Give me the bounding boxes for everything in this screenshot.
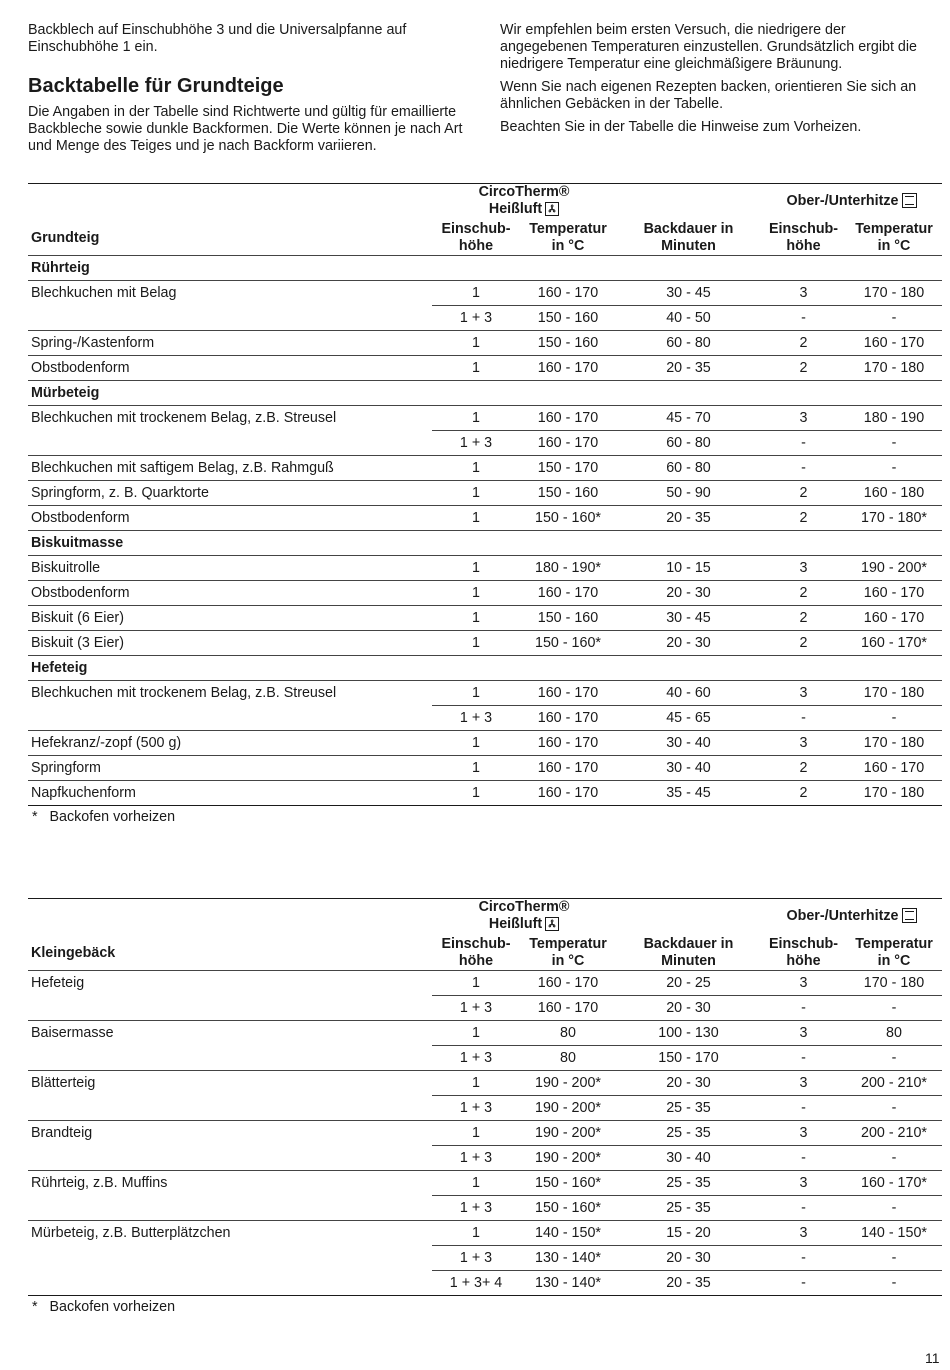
circotherm-header: CircoTherm® Heißluft [432, 184, 616, 222]
table-cell: 3 [761, 1121, 846, 1146]
table-cell: 150 - 160* [520, 506, 616, 531]
fan-icon [545, 917, 559, 936]
table-cell: 2 [761, 756, 846, 781]
group-title: Rührteig [28, 256, 942, 281]
table-cell: 200 - 210* [846, 1121, 942, 1146]
group-title: Biskuitmasse [28, 531, 942, 556]
table-cell: 160 - 170 [520, 731, 616, 756]
table-cell: 1 + 3 [432, 996, 520, 1021]
table-cell: 3 [761, 681, 846, 706]
table-cell: 3 [761, 556, 846, 581]
table-cell: 20 - 35 [616, 1271, 761, 1296]
table-row [28, 1046, 942, 1071]
row-label: Brandteig [31, 1125, 93, 1142]
table-cell: - [761, 996, 846, 1021]
table-cell: 30 - 40 [616, 1146, 761, 1171]
table-cell: 40 - 50 [616, 306, 761, 331]
table-cell: 150 - 160 [520, 606, 616, 631]
table-cell: 150 - 160 [520, 331, 616, 356]
table-cell: 1 + 3 [432, 1096, 520, 1121]
table-row [28, 456, 942, 481]
table-cell: 3 [761, 1021, 846, 1046]
table-row [28, 356, 942, 381]
table-cell: 1 [432, 331, 520, 356]
row-label: Obstbodenform [28, 506, 432, 531]
table-cell: 160 - 170 [520, 406, 616, 431]
baking-table-grundteig [28, 183, 942, 806]
column-header-temperatur: Temperatur in °C [846, 221, 942, 256]
row-label: Biskuitrolle [28, 556, 432, 581]
table-row [28, 706, 942, 731]
table-cell: 180 - 190* [520, 556, 616, 581]
table-cell: - [846, 1096, 942, 1121]
row-label: Baisermasse [31, 1025, 114, 1042]
table-cell: - [761, 706, 846, 731]
table-cell: 2 [761, 606, 846, 631]
table-cell: 1 [432, 681, 520, 706]
table-cell: 1 [432, 1071, 520, 1096]
section-heading: Backtabelle für Grundteige [28, 75, 284, 97]
table-cell: - [846, 1246, 942, 1271]
row-label: Hefeteig [31, 975, 85, 992]
table-cell: 170 - 180 [846, 281, 942, 306]
table-cell: 80 [520, 1021, 616, 1046]
table-cell: 160 - 170 [520, 971, 616, 996]
table-row [28, 1021, 942, 1046]
table-cell: 150 - 170 [520, 456, 616, 481]
table-cell: 160 - 170 [520, 281, 616, 306]
table-cell: 1 [432, 781, 520, 806]
intro-paragraph: Wenn Sie nach eigenen Rezepten backen, orientieren Sie sich an ähnlichen Gebäcken in der Tabelle. [500, 79, 917, 112]
table-cell: - [846, 996, 942, 1021]
table-cell: 2 [761, 781, 846, 806]
row-label: Springform, z. B. Quarktorte [28, 481, 432, 506]
table-row [28, 481, 942, 506]
group-title: Hefeteig [28, 656, 942, 681]
group-header-row [28, 256, 942, 281]
table-cell: 25 - 35 [616, 1121, 761, 1146]
table-cell: 40 - 60 [616, 681, 761, 706]
row-label: Biskuit (3 Eier) [28, 631, 432, 656]
table-cell: - [761, 1196, 846, 1221]
table-row [28, 281, 942, 306]
footnote: * Backofen vorheizen [32, 809, 176, 825]
table-cell: 1 + 3 [432, 1046, 520, 1071]
table-cell: 170 - 180 [846, 781, 942, 806]
table-cell: 150 - 160 [520, 481, 616, 506]
table-cell: 150 - 160 [520, 306, 616, 331]
table-cell: 20 - 30 [616, 581, 761, 606]
intro-right-column [500, 22, 930, 142]
table-cell: 2 [761, 481, 846, 506]
table-cell: 160 - 170 [520, 431, 616, 456]
table-cell: 20 - 35 [616, 356, 761, 381]
table-cell: 15 - 20 [616, 1221, 761, 1246]
table-cell: - [846, 431, 942, 456]
table-row [28, 1146, 942, 1171]
column-header-backdauer: Backdauer in Minuten [616, 936, 761, 971]
table-row [28, 1246, 942, 1271]
intro-paragraph: Wir empfehlen beim ersten Versuch, die niedrigere der angegebenen Temperaturen einzustellen. Grundsätzlich ergibt die niedrigere Temperatur eine gleichmäßigere Bräunung. [500, 22, 918, 72]
table-cell: 140 - 150* [520, 1221, 616, 1246]
table-cell: 1 + 3 [432, 706, 520, 731]
table-cell: - [846, 706, 942, 731]
group-header-row [28, 656, 942, 681]
table-row [28, 581, 942, 606]
column-header-einschub: Einschub- höhe [761, 221, 846, 256]
table-row [28, 1221, 942, 1246]
footnote: * Backofen vorheizen [32, 1299, 176, 1315]
table-cell: - [846, 1146, 942, 1171]
table-cell: 3 [761, 1071, 846, 1096]
table-cell: 190 - 200* [520, 1146, 616, 1171]
table-cell: 160 - 170 [520, 781, 616, 806]
table-cell: 130 - 140* [520, 1271, 616, 1296]
table-cell: 1 [432, 456, 520, 481]
table-cell: 1 [432, 631, 520, 656]
table-cell: 1 [432, 281, 520, 306]
table-cell: 30 - 45 [616, 281, 761, 306]
row-label: Mürbeteig, z.B. Butterplätzchen [31, 1225, 231, 1242]
table-cell: 160 - 170 [520, 706, 616, 731]
table-cell: 1 [432, 971, 520, 996]
table-cell: 35 - 45 [616, 781, 761, 806]
table-cell: 2 [761, 581, 846, 606]
column-header-kleingebaeck: Kleingebäck [28, 936, 432, 971]
table-cell: 100 - 130 [616, 1021, 761, 1046]
column-header-einschub: Einschub- höhe [432, 936, 520, 971]
table-cell: 170 - 180 [846, 356, 942, 381]
column-header-backdauer: Backdauer in Minuten [616, 221, 761, 256]
table-cell: - [846, 1271, 942, 1296]
table-row [28, 1121, 942, 1146]
page-number: 11 [925, 1350, 940, 1366]
row-label: Blechkuchen mit Belag [31, 285, 177, 302]
intro-paragraph: Beachten Sie in der Tabelle die Hinweise zum Vorheizen. [500, 119, 862, 135]
table-row [28, 996, 942, 1021]
table-cell: 170 - 180 [846, 681, 942, 706]
table-cell: - [846, 1196, 942, 1221]
table-cell: - [846, 306, 942, 331]
table-cell: 160 - 170 [846, 606, 942, 631]
table-cell: 45 - 65 [616, 706, 761, 731]
row-label: Biskuit (6 Eier) [28, 606, 432, 631]
table-cell: - [761, 306, 846, 331]
group-header-row [28, 531, 942, 556]
table-cell: 25 - 35 [616, 1096, 761, 1121]
column-header-temperatur: Temperatur in °C [520, 221, 616, 256]
table-cell: 160 - 170 [846, 756, 942, 781]
table-cell: 20 - 35 [616, 506, 761, 531]
table-cell: 160 - 170 [846, 331, 942, 356]
ober-unterhitze-header: Ober-/Unterhitze [761, 899, 942, 937]
table-cell: 1 [432, 731, 520, 756]
column-header-einschub: Einschub- höhe [761, 936, 846, 971]
table-cell: 1 + 3 [432, 1146, 520, 1171]
table-cell: 20 - 30 [616, 631, 761, 656]
table-cell: 160 - 170 [520, 681, 616, 706]
group-header-row [28, 381, 942, 406]
table-cell: 1 [432, 1121, 520, 1146]
table-cell: 2 [761, 331, 846, 356]
table-cell: 150 - 160* [520, 631, 616, 656]
table-cell: 190 - 200* [846, 556, 942, 581]
table-cell: 1 [432, 1221, 520, 1246]
table-cell: 170 - 180* [846, 506, 942, 531]
table-cell: 190 - 200* [520, 1071, 616, 1096]
table-cell: 170 - 180 [846, 731, 942, 756]
table-cell: 170 - 180 [846, 971, 942, 996]
table-row [28, 556, 942, 581]
row-label: Blechkuchen mit trockenem Belag, z.B. Streusel [31, 410, 337, 427]
row-label: Springform [28, 756, 432, 781]
table-cell: 30 - 40 [616, 756, 761, 781]
column-header-temperatur: Temperatur in °C [846, 936, 942, 971]
table-cell: 190 - 200* [520, 1121, 616, 1146]
table-cell: 160 - 170 [520, 756, 616, 781]
table-row [28, 1096, 942, 1121]
table-row [28, 681, 942, 706]
row-label: Obstbodenform [28, 356, 432, 381]
table-row [28, 1196, 942, 1221]
table-cell: 1 + 3 [432, 1196, 520, 1221]
table-cell: 160 - 170 [520, 581, 616, 606]
table-cell: 10 - 15 [616, 556, 761, 581]
table-cell: 20 - 30 [616, 996, 761, 1021]
table-row [28, 731, 942, 756]
row-label: Blechkuchen mit saftigem Belag, z.B. Rahmguß [28, 456, 432, 481]
table-cell: 3 [761, 406, 846, 431]
table-row [28, 506, 942, 531]
circotherm-header: CircoTherm® Heißluft [432, 899, 616, 937]
table-cell: - [761, 1246, 846, 1271]
table-row [28, 756, 942, 781]
table-cell: 1 [432, 1021, 520, 1046]
table-cell: - [761, 1096, 846, 1121]
table-cell: 150 - 160* [520, 1196, 616, 1221]
column-header-grundteig: Grundteig [28, 221, 432, 256]
table-row [28, 1271, 942, 1296]
table-cell: 1 + 3 [432, 1246, 520, 1271]
table-cell: 80 [520, 1046, 616, 1071]
fan-icon [545, 202, 559, 221]
table-cell: 1 [432, 1171, 520, 1196]
row-label: Rührteig, z.B. Muffins [31, 1175, 168, 1192]
top-bottom-heat-icon [902, 193, 917, 213]
table-cell: 150 - 170 [616, 1046, 761, 1071]
table-cell: 60 - 80 [616, 431, 761, 456]
table-cell: 1 [432, 356, 520, 381]
table-cell: 2 [761, 356, 846, 381]
table-cell: 2 [761, 631, 846, 656]
table-cell: 190 - 200* [520, 1096, 616, 1121]
table-cell: 2 [761, 506, 846, 531]
table-cell: 160 - 170* [846, 631, 942, 656]
table-cell: - [761, 1271, 846, 1296]
table-row [28, 306, 942, 331]
table-cell: 50 - 90 [616, 481, 761, 506]
table-cell: 20 - 30 [616, 1246, 761, 1271]
table-row [28, 781, 942, 806]
table-cell: 20 - 30 [616, 1071, 761, 1096]
table-row [28, 631, 942, 656]
intro-paragraph: Die Angaben in der Tabelle sind Richtwerte und gültig für emaillierte Backbleche sowie dunkle Backformen. Die Werte können je nach Art und Menge des Teiges und je nach Backform variieren. [28, 104, 463, 154]
table-row [28, 431, 942, 456]
table-cell: 1 [432, 406, 520, 431]
table-cell: 1 [432, 756, 520, 781]
table-cell: 30 - 40 [616, 731, 761, 756]
table-row [28, 606, 942, 631]
intro-paragraph: Backblech auf Einschubhöhe 3 und die Universalpfanne auf Einschubhöhe 1 ein. [28, 22, 407, 55]
table-row [28, 1171, 942, 1196]
table-cell: - [846, 456, 942, 481]
table-cell: 1 [432, 581, 520, 606]
table-cell: 25 - 35 [616, 1196, 761, 1221]
table-cell: - [761, 1046, 846, 1071]
table-row [28, 331, 942, 356]
table-cell: 3 [761, 731, 846, 756]
table-cell: - [846, 1046, 942, 1071]
table-row [28, 971, 942, 996]
table-cell: 1 [432, 556, 520, 581]
table-cell: 180 - 190 [846, 406, 942, 431]
table-cell: 200 - 210* [846, 1071, 942, 1096]
column-header-einschub: Einschub- höhe [432, 221, 520, 256]
table-cell: 45 - 70 [616, 406, 761, 431]
row-label: Napfkuchenform [28, 781, 432, 806]
column-header-temperatur: Temperatur in °C [520, 936, 616, 971]
table-cell: 160 - 180 [846, 481, 942, 506]
table-cell: 60 - 80 [616, 331, 761, 356]
table-cell: 130 - 140* [520, 1246, 616, 1271]
table-cell: 3 [761, 971, 846, 996]
table-cell: 20 - 25 [616, 971, 761, 996]
table-cell: 160 - 170* [846, 1171, 942, 1196]
top-bottom-heat-icon [902, 908, 917, 928]
intro-left-column [28, 22, 463, 155]
ober-unterhitze-header: Ober-/Unterhitze [761, 184, 942, 222]
table-cell: 80 [846, 1021, 942, 1046]
baking-table-kleingebaeck [28, 898, 942, 1296]
table-cell: 30 - 45 [616, 606, 761, 631]
table-cell: 1 [432, 506, 520, 531]
table-cell: 1 + 3+ 4 [432, 1271, 520, 1296]
table-cell: 1 + 3 [432, 431, 520, 456]
table-cell: 150 - 160* [520, 1171, 616, 1196]
row-label: Obstbodenform [28, 581, 432, 606]
table-row [28, 1071, 942, 1096]
row-label: Spring-/Kastenform [28, 331, 432, 356]
table-cell: - [761, 431, 846, 456]
table-cell: 3 [761, 1221, 846, 1246]
table-cell: 160 - 170 [846, 581, 942, 606]
table-row [28, 406, 942, 431]
table-cell: 160 - 170 [520, 996, 616, 1021]
table-cell: 160 - 170 [520, 356, 616, 381]
table-cell: 1 [432, 481, 520, 506]
table-cell: 60 - 80 [616, 456, 761, 481]
row-label: Blechkuchen mit trockenem Belag, z.B. Streusel [31, 685, 337, 702]
group-title: Mürbeteig [28, 381, 942, 406]
table-cell: 1 + 3 [432, 306, 520, 331]
row-label: Hefekranz/-zopf (500 g) [28, 731, 432, 756]
table-cell: - [761, 456, 846, 481]
table-cell: - [761, 1146, 846, 1171]
table-cell: 1 [432, 606, 520, 631]
row-label: Blätterteig [31, 1075, 96, 1092]
table-cell: 25 - 35 [616, 1171, 761, 1196]
table-cell: 3 [761, 281, 846, 306]
table-cell: 3 [761, 1171, 846, 1196]
table-cell: 140 - 150* [846, 1221, 942, 1246]
